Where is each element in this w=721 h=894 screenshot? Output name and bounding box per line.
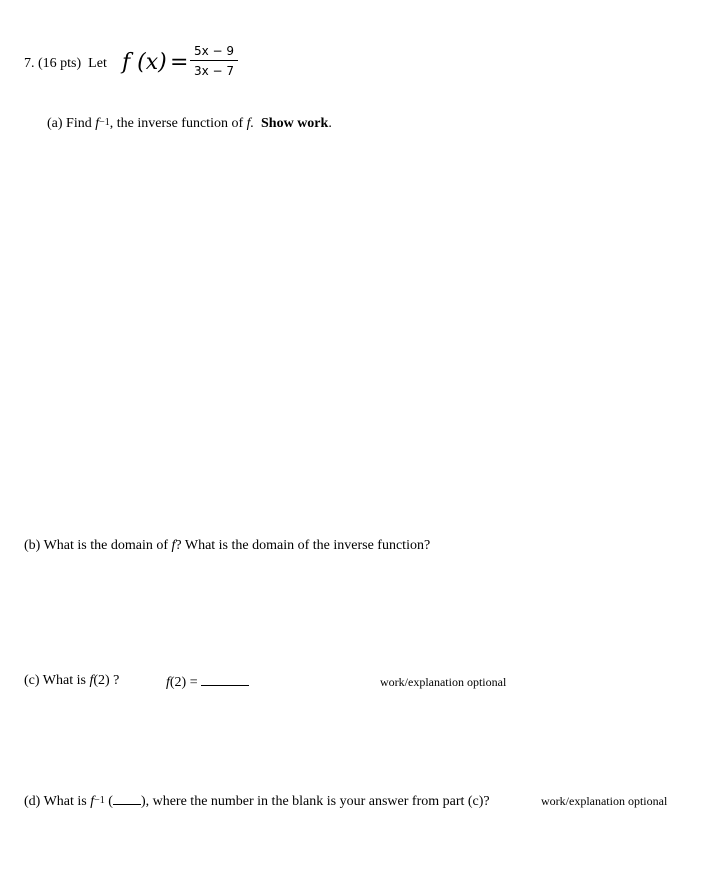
part-b-f: f xyxy=(171,538,176,553)
part-d-text1: What is xyxy=(43,794,87,809)
part-d-inverse-sup: −1 xyxy=(94,795,105,806)
fraction-denominator: 3x − 7 xyxy=(193,64,235,78)
part-b-prompt xyxy=(24,538,430,554)
part-a-period: . xyxy=(328,116,332,131)
part-a-f2: f. xyxy=(246,116,255,131)
part-a-text: , the inverse function of xyxy=(109,116,244,131)
equals-sign: = xyxy=(170,50,189,75)
part-d-paren-open: ( xyxy=(108,794,113,809)
question-header xyxy=(24,56,107,72)
part-a-show-work: Show work xyxy=(261,116,329,131)
part-a-inverse-sup: −1 xyxy=(99,117,110,128)
part-c-f: f xyxy=(89,673,94,688)
function-label: f (x) xyxy=(122,50,167,75)
part-c-text2: (2) ? xyxy=(93,673,120,688)
part-a-prompt xyxy=(47,116,332,132)
part-a-label: (a) xyxy=(47,116,63,131)
part-c-answer-blank[interactable] xyxy=(201,673,249,686)
part-c-text1: What is xyxy=(42,673,86,688)
part-d-text2: ), where the number in the blank is your answer from part (c)? xyxy=(140,794,490,809)
fraction-numerator: 5x − 9 xyxy=(193,44,235,58)
part-c-prompt xyxy=(24,673,119,689)
part-c-optional-note: work/explanation optional xyxy=(380,675,507,689)
part-c-answer xyxy=(166,673,249,691)
part-a-f: f xyxy=(95,116,100,131)
part-d-optional-note: work/explanation optional xyxy=(541,794,668,808)
part-c-eq-rest: (2) = xyxy=(169,675,198,690)
part-d-answer-blank[interactable] xyxy=(113,792,141,805)
part-b-text2: ? What is the domain of the inverse function? xyxy=(175,538,431,553)
part-b-text1: What is the domain of xyxy=(43,538,168,553)
part-c-eq-f: f xyxy=(166,675,170,690)
part-d-label: (d) xyxy=(24,794,41,809)
let-word: Let xyxy=(88,56,107,71)
function-fraction xyxy=(190,44,238,78)
question-number: 7. xyxy=(24,56,35,71)
part-d-f: f xyxy=(90,794,95,809)
part-b-label: (b) xyxy=(24,538,41,553)
question-points: (16 pts) xyxy=(38,56,82,71)
part-a-find: Find xyxy=(66,116,92,131)
part-d-prompt xyxy=(24,792,490,810)
part-c-label: (c) xyxy=(24,673,40,688)
